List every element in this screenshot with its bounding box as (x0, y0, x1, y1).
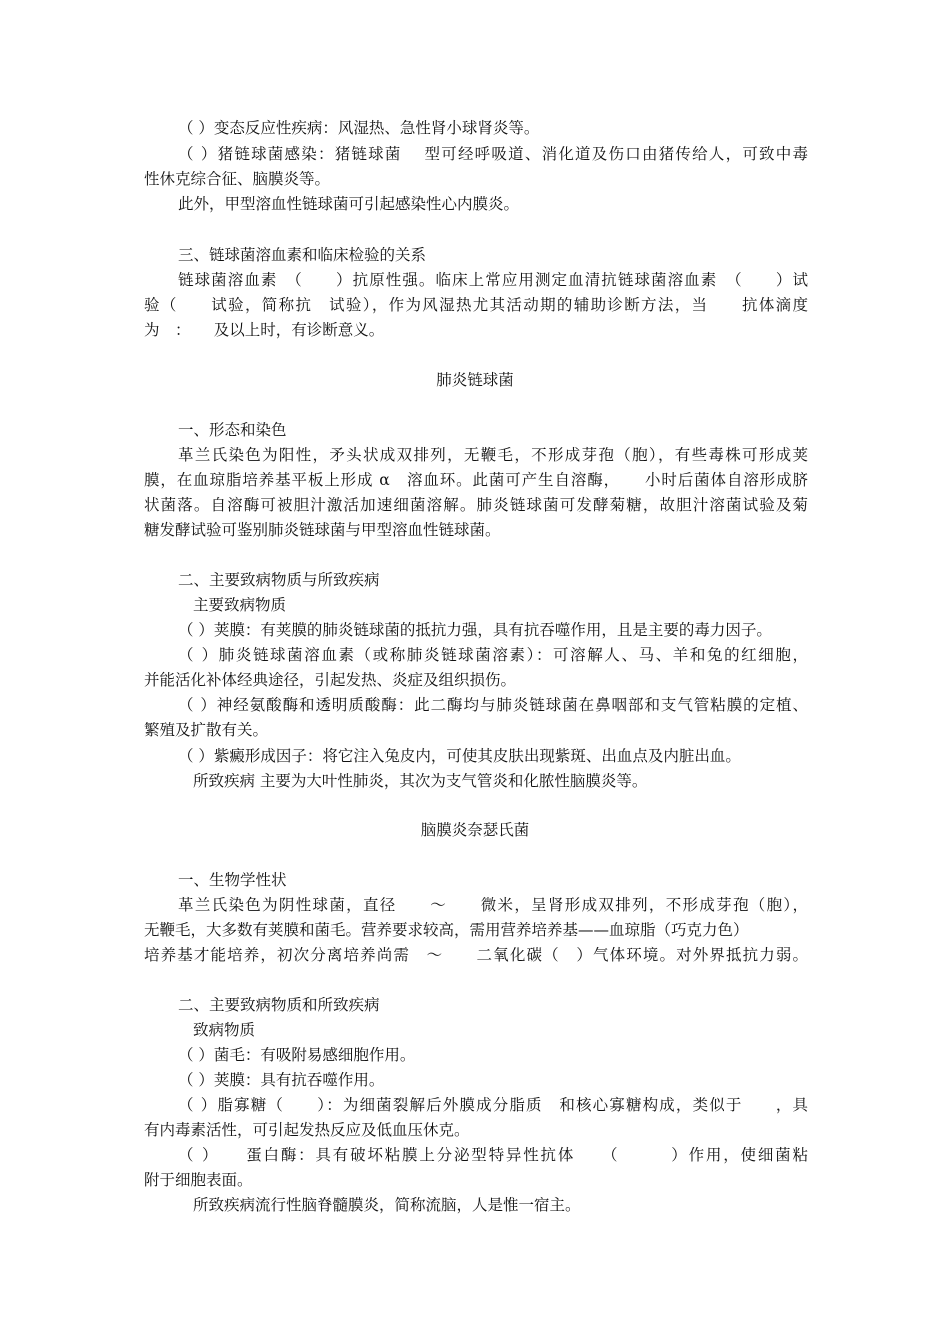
text-line: 繁殖及扩散有关。 (144, 721, 269, 739)
text-line: （ ）脂寡糖（ ）：为细菌裂解后外膜成分脂质 和核心寡糖构成，类似于 ，具 (178, 1096, 808, 1114)
text-line: 无鞭毛，大多数有荚膜和菌毛。营养要求较高，需用营养培养基——血琼脂（巧克力色） (144, 921, 749, 939)
section-title: 肺炎链球菌 (436, 371, 514, 389)
text-line: 性休克综合征、脑膜炎等。 (144, 170, 331, 188)
section-heading: 二、主要致病物质与所致疾病 (178, 571, 380, 589)
text-line: （ ）菌毛：有吸附易感细胞作用。 (178, 1046, 416, 1064)
text-line: 所致疾病流行性脑脊髓膜炎，简称流脑，人是惟一宿主。 (193, 1196, 581, 1214)
text-line: 培养基才能培养，初次分离培养尚需 ～ 二氧化碳（ ）气体环境。对外界抵抗力弱。 (144, 946, 808, 964)
text-line: （ ）猪链球菌感染：猪链球菌 型可经呼吸道、消化道及伤口由猪传给人，可致中毒 (178, 145, 808, 163)
section-heading: 一、形态和染色 (178, 421, 287, 439)
text-line: 为 ： 及以上时，有诊断意义。 (144, 321, 385, 339)
section-heading: 三、链球菌溶血素和临床检验的关系 (178, 246, 427, 264)
text-line: （ ）肺炎链球菌溶血素（或称肺炎链球菌溶素）：可溶解人、马、羊和兔的红细胞， (178, 646, 808, 664)
text-line: 革兰氏染色为阴性球菌，直径 ～ 微米，呈肾形成双排列，不形成芽孢（胞）， (178, 896, 808, 914)
text-line: （ ）变态反应性疾病：风湿热、急性肾小球肾炎等。 (178, 119, 540, 137)
section-heading: 二、主要致病物质和所致疾病 (178, 996, 380, 1014)
text-line: （ ） 蛋白酶：具有破坏粘膜上分泌型特异性抗体 （ ）作用，使细菌粘 (178, 1146, 808, 1164)
text-line: 此外，甲型溶血性链球菌可引起感染性心内膜炎。 (178, 195, 520, 213)
text-line: 糖发酵试验可鉴别肺炎链球菌与甲型溶血性链球菌。 (144, 521, 501, 539)
text-line: 链球菌溶血素 （ ）抗原性强。临床上常应用测定血清抗链球菌溶血素 （ ）试 (178, 271, 808, 289)
text-line: 状菌落。自溶酶可被胆汁激活加速细菌溶解。肺炎链球菌可发酵菊糖，故胆汁溶菌试验及菊 (144, 496, 808, 514)
text-line: 膜，在血琼脂培养基平板上形成 α 溶血环。此菌可产生自溶酶， 小时后菌体自溶形成脐 (144, 471, 808, 489)
text-line: （ ）荚膜：有荚膜的肺炎链球菌的抵抗力强，具有抗吞噬作用，且是主要的毒力因子。 (178, 621, 772, 639)
subheading: 致病物质 (193, 1021, 256, 1039)
text-line: （ ）神经氨酸酶和透明质酸酶：此二酶均与肺炎链球菌在鼻咽部和支气管粘膜的定植、 (178, 696, 808, 714)
text-line: 附于细胞表面。 (144, 1171, 253, 1189)
section-heading: 一、生物学性状 (178, 871, 287, 889)
text-line: （ ）荚膜：具有抗吞噬作用。 (178, 1071, 385, 1089)
text-line: 验（ 试验，简称抗 试验），作为风湿热尤其活动期的辅助诊断方法，当 抗体滴度 (144, 296, 808, 314)
text-line: 并能活化补体经典途径，引起发热、炎症及组织损伤。 (144, 671, 517, 689)
text-line: （ ）紫癜形成因子：将它注入兔皮内，可使其皮肤出现紫斑、出血点及内脏出血。 (178, 747, 741, 765)
section-title: 脑膜炎奈瑟氏菌 (420, 821, 530, 839)
text-line: 革兰氏染色为阳性，矛头状成双排列，无鞭毛，不形成芽孢（胞），有些毒株可形成荚 (178, 446, 808, 464)
subheading: 主要致病物质 (193, 596, 287, 614)
text-line: 有内毒素活性，可引起发热反应及低血压休克。 (144, 1121, 470, 1139)
text-line: 所致疾病 主要为大叶性肺炎，其次为支气管炎和化脓性脑膜炎等。 (193, 772, 648, 790)
